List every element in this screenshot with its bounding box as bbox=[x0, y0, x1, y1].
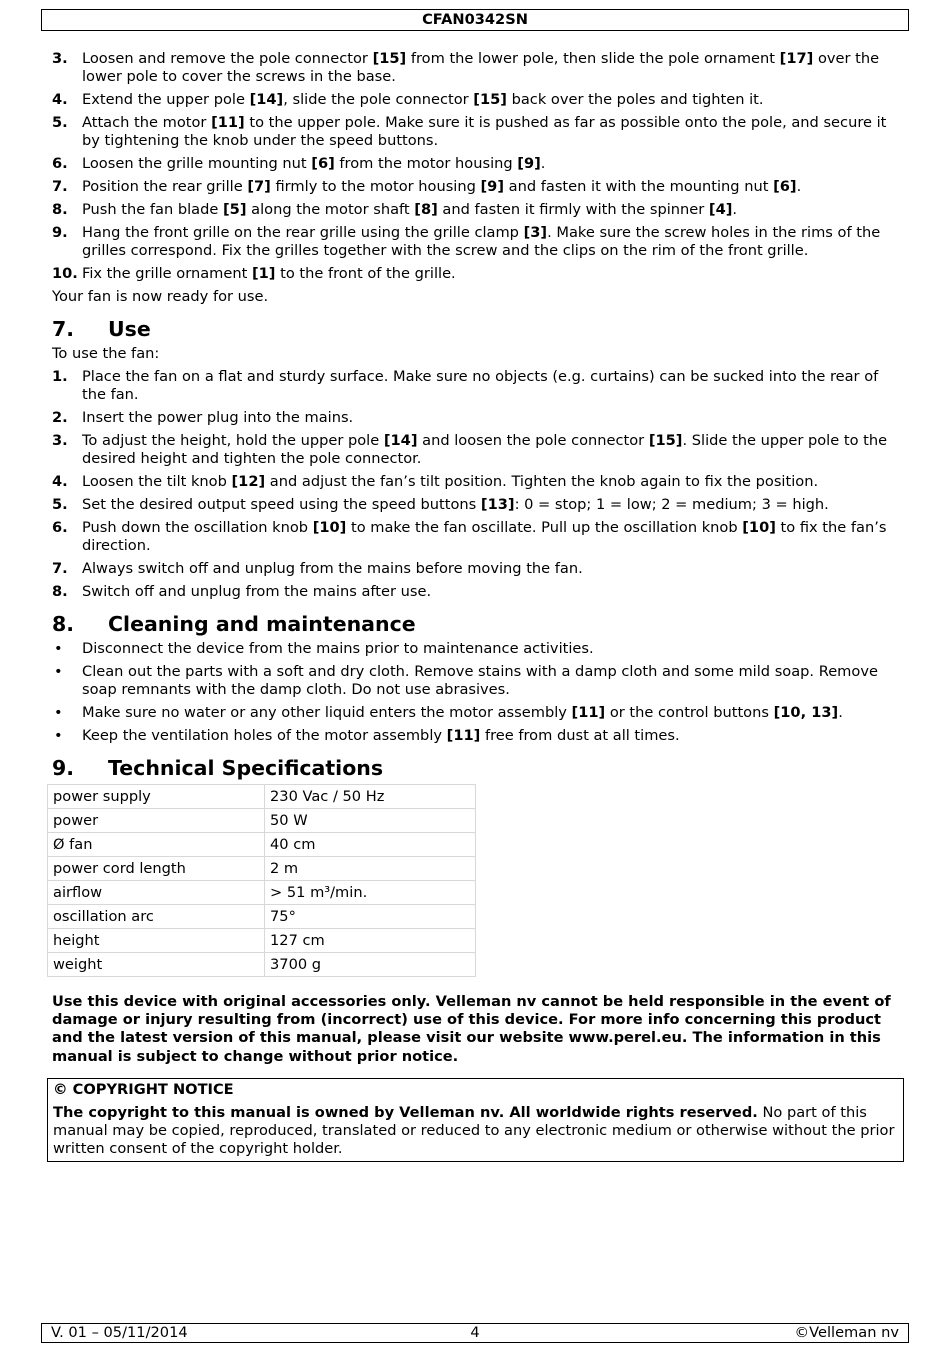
step-number: 5. bbox=[52, 114, 68, 131]
text-part: Keep the ventilation holes of the motor assembly bbox=[82, 727, 447, 744]
section-number: 9. bbox=[52, 756, 75, 780]
part-reference: [12] bbox=[231, 473, 266, 490]
step-text bbox=[82, 583, 897, 601]
page-header bbox=[41, 9, 909, 31]
text-part: Insert the power plug into the mains. bbox=[82, 409, 354, 426]
text-part: Place the fan on a flat and sturdy surface. Make sure no objects (e.g. curtains) can be sucked into the rear of the fan. bbox=[82, 368, 879, 403]
assembly-steps-list bbox=[52, 50, 897, 283]
step-number: 2. bbox=[52, 409, 68, 426]
ready-text: Your fan is now ready for use. bbox=[52, 288, 269, 305]
part-reference: [11] bbox=[211, 114, 245, 131]
step-text bbox=[82, 560, 897, 578]
list-item bbox=[52, 368, 897, 404]
specifications-table bbox=[47, 784, 476, 977]
bullet-icon: • bbox=[54, 663, 63, 680]
list-item bbox=[52, 409, 897, 427]
step-number: 6. bbox=[52, 155, 68, 172]
cleaning-bullets-list bbox=[52, 640, 897, 745]
text-part: Attach the motor bbox=[82, 114, 212, 131]
part-reference: [7] bbox=[247, 178, 271, 195]
part-reference: [17] bbox=[779, 50, 814, 67]
table-row bbox=[48, 953, 476, 977]
list-item bbox=[52, 201, 897, 219]
part-reference: [11] bbox=[571, 704, 606, 721]
step-text bbox=[82, 91, 897, 109]
step-number: 3. bbox=[52, 432, 68, 449]
text-part: to the front of the grille. bbox=[275, 265, 456, 282]
spec-label: power supply bbox=[48, 785, 265, 809]
spec-label: oscillation arc bbox=[48, 905, 265, 929]
part-reference: [13] bbox=[480, 496, 515, 513]
spec-label: weight bbox=[48, 953, 265, 977]
part-reference: [14] bbox=[383, 432, 418, 449]
use-intro: To use the fan: bbox=[52, 345, 160, 362]
step-text bbox=[82, 496, 897, 514]
table-row bbox=[48, 905, 476, 929]
step-text bbox=[82, 265, 897, 283]
text-part: over the lower pole to cover the screws in the base. bbox=[82, 50, 880, 85]
text-part: Extend the upper pole bbox=[82, 91, 250, 108]
table-row bbox=[48, 785, 476, 809]
text-part: firmly to the motor housing bbox=[270, 178, 481, 195]
part-reference: [6] bbox=[773, 178, 797, 195]
step-text bbox=[82, 224, 897, 260]
step-number: 1. bbox=[52, 368, 68, 385]
text-part: to make the fan oscillate. Pull up the oscillation knob bbox=[346, 519, 743, 536]
step-number: 9. bbox=[52, 224, 68, 241]
footer-page-number: 4 bbox=[470, 1324, 480, 1341]
list-item bbox=[52, 50, 897, 86]
list-item bbox=[52, 265, 897, 283]
part-reference: [10, 13] bbox=[773, 704, 839, 721]
part-reference: [4] bbox=[708, 201, 733, 218]
spec-label: Ø fan bbox=[48, 833, 265, 857]
spec-value: 3700 g bbox=[265, 953, 476, 977]
list-item bbox=[52, 560, 897, 578]
copyright-notice-box bbox=[47, 1078, 904, 1162]
step-number: 5. bbox=[52, 496, 68, 513]
part-reference: [1] bbox=[251, 265, 276, 282]
step-number: 10. bbox=[52, 265, 78, 282]
step-number: 3. bbox=[52, 50, 68, 67]
text-part: and fasten it with the mounting nut bbox=[504, 178, 774, 195]
copyright-text: No part of this manual may be copied, reproduced, translated or reduced to any electronic medium or otherwise without the prior written consent of the copyright holder. bbox=[53, 1103, 895, 1157]
step-number: 4. bbox=[52, 473, 68, 490]
text-part: Loosen the grille mounting nut bbox=[82, 155, 312, 172]
list-item bbox=[52, 663, 897, 699]
disclaimer: Use this device with original accessories only. Velleman nv cannot be held responsible in the event of damage or injury resulting from (incorrect) use of this device. For more info concerning this product and the latest version of this manual, please visit our website www.perel.eu. The information in this manual is subject to change without prior notice. bbox=[52, 993, 891, 1065]
section-number: 7. bbox=[52, 317, 75, 341]
text-part: and fasten it firmly with the spinner bbox=[437, 201, 709, 218]
part-reference: [6] bbox=[311, 155, 335, 172]
text-part: Loosen the tilt knob bbox=[82, 473, 232, 490]
text-part: free from dust at all times. bbox=[480, 727, 680, 744]
table-row bbox=[48, 881, 476, 905]
step-number: 7. bbox=[52, 178, 68, 195]
section-title: Technical Specifications bbox=[108, 756, 384, 780]
text-part: . bbox=[838, 704, 843, 721]
text-part: from the lower pole, then slide the pole ornament bbox=[406, 50, 780, 67]
use-steps-list bbox=[52, 368, 897, 601]
text-part: Hang the front grille on the rear grille using the grille clamp bbox=[82, 224, 524, 241]
text-part: . bbox=[732, 201, 738, 218]
bullet-icon: • bbox=[54, 704, 63, 721]
text-part: Switch off and unplug from the mains after use. bbox=[82, 583, 432, 600]
text-part: to fix the fan’s direction. bbox=[82, 519, 887, 554]
list-item bbox=[52, 727, 897, 745]
part-reference: [5] bbox=[223, 201, 247, 218]
text-part: Disconnect the device from the mains prior to maintenance activities. bbox=[82, 640, 594, 657]
text-part: . Slide the upper pole to the desired height and tighten the pole connector. bbox=[82, 432, 888, 467]
section-heading-cleaning bbox=[52, 612, 897, 636]
section-heading-specs bbox=[52, 756, 897, 780]
list-item bbox=[52, 640, 897, 658]
spec-value: 50 W bbox=[265, 809, 476, 833]
step-text bbox=[82, 201, 897, 219]
text-part: : 0 = stop; 1 = low; 2 = medium; 3 = high. bbox=[514, 496, 829, 513]
list-item bbox=[52, 583, 897, 601]
text-part: Push down the oscillation knob bbox=[82, 519, 313, 536]
step-number: 6. bbox=[52, 519, 68, 536]
part-reference: [9] bbox=[480, 178, 505, 195]
bullet-text bbox=[82, 640, 897, 658]
spec-value: 75° bbox=[265, 905, 476, 929]
part-reference: [14] bbox=[249, 91, 284, 108]
spec-label: height bbox=[48, 929, 265, 953]
copyright-bold-text: The copyright to this manual is owned by Velleman nv. All worldwide rights reserved. bbox=[53, 1103, 758, 1121]
text-part: , slide the pole connector bbox=[283, 91, 474, 108]
footer-version: V. 01 – 05/11/2014 bbox=[51, 1324, 188, 1341]
page-footer bbox=[41, 1323, 909, 1343]
step-text bbox=[82, 368, 897, 404]
text-part: Set the desired output speed using the speed buttons bbox=[82, 496, 481, 513]
section-heading-use bbox=[52, 317, 897, 341]
document-code: CFAN0342SN bbox=[422, 11, 528, 28]
text-part: . bbox=[540, 155, 546, 172]
copyright-title: © COPYRIGHT NOTICE bbox=[53, 1080, 234, 1098]
spec-value: 40 cm bbox=[265, 833, 476, 857]
list-item bbox=[52, 91, 897, 109]
text-part: along the motor shaft bbox=[246, 201, 415, 218]
bullet-text bbox=[82, 704, 897, 722]
step-number: 8. bbox=[52, 201, 68, 218]
section-number: 8. bbox=[52, 612, 75, 636]
part-reference: [11] bbox=[446, 727, 481, 744]
step-text bbox=[82, 519, 897, 555]
footer-company: ©Velleman nv bbox=[794, 1324, 899, 1341]
step-text bbox=[82, 155, 897, 173]
text-part: . Make sure the screw holes in the rims of the grilles correspond. Fix the grilles together with the screw and the clips on the rim of the front grille. bbox=[82, 224, 881, 259]
text-part: and adjust the fan’s tilt position. Tighten the knob again to fix the position. bbox=[265, 473, 819, 490]
part-reference: [10] bbox=[312, 519, 347, 536]
step-text bbox=[82, 50, 897, 86]
text-part: or the control buttons bbox=[605, 704, 774, 721]
table-row bbox=[48, 857, 476, 881]
step-text bbox=[82, 114, 897, 150]
spec-value: 2 m bbox=[265, 857, 476, 881]
text-part: and loosen the pole connector bbox=[417, 432, 649, 449]
list-item bbox=[52, 519, 897, 555]
list-item bbox=[52, 114, 897, 150]
spec-value: 230 Vac / 50 Hz bbox=[265, 785, 476, 809]
part-reference: [15] bbox=[372, 50, 407, 67]
step-text bbox=[82, 178, 897, 196]
part-reference: [8] bbox=[414, 201, 438, 218]
text-part: To adjust the height, hold the upper pole bbox=[82, 432, 384, 449]
text-part: Loosen and remove the pole connector bbox=[82, 50, 373, 67]
part-reference: [9] bbox=[517, 155, 541, 172]
text-part: Fix the grille ornament bbox=[82, 265, 252, 282]
text-part: Push the fan blade bbox=[82, 201, 223, 218]
bullet-text bbox=[82, 663, 897, 699]
copyright-body bbox=[53, 1104, 898, 1158]
step-text bbox=[82, 473, 897, 491]
step-number: 8. bbox=[52, 583, 68, 600]
part-reference: [15] bbox=[648, 432, 683, 449]
list-item bbox=[52, 496, 897, 514]
spec-label: power bbox=[48, 809, 265, 833]
step-number: 4. bbox=[52, 91, 68, 108]
step-text bbox=[82, 409, 897, 427]
text-part: Position the rear grille bbox=[82, 178, 248, 195]
step-text bbox=[82, 432, 897, 468]
text-part: . bbox=[796, 178, 802, 195]
spec-value: > 51 m³/min. bbox=[265, 881, 476, 905]
spec-label: power cord length bbox=[48, 857, 265, 881]
list-item bbox=[52, 224, 897, 260]
text-part: Clean out the parts with a soft and dry cloth. Remove stains with a damp cloth and some mild soap. Remove soap remnants with the damp cloth. Do not use abrasives. bbox=[82, 663, 878, 698]
part-reference: [10] bbox=[742, 519, 776, 536]
part-reference: [15] bbox=[473, 91, 507, 108]
list-item bbox=[52, 432, 897, 468]
list-item bbox=[52, 704, 897, 722]
table-row bbox=[48, 929, 476, 953]
list-item bbox=[52, 473, 897, 491]
text-part: back over the poles and tighten it. bbox=[506, 91, 764, 108]
bullet-text bbox=[82, 727, 897, 745]
list-item bbox=[52, 155, 897, 173]
section-title: Use bbox=[108, 317, 151, 341]
text-part: Always switch off and unplug from the mains before moving the fan. bbox=[82, 560, 583, 577]
bullet-icon: • bbox=[54, 640, 63, 657]
text-part: from the motor housing bbox=[334, 155, 518, 172]
table-row bbox=[48, 833, 476, 857]
text-part: to the upper pole. Make sure it is pushed as far as possible onto the pole, and secure it by tightening the knob under the speed buttons. bbox=[82, 114, 887, 149]
step-number: 7. bbox=[52, 560, 68, 577]
spec-label: airflow bbox=[48, 881, 265, 905]
text-part: Make sure no water or any other liquid enters the motor assembly bbox=[82, 704, 572, 721]
part-reference: [3] bbox=[523, 224, 548, 241]
list-item bbox=[52, 178, 897, 196]
table-row bbox=[48, 809, 476, 833]
bullet-icon: • bbox=[54, 727, 63, 744]
section-title: Cleaning and maintenance bbox=[108, 612, 416, 636]
page-content bbox=[52, 50, 897, 1162]
spec-value: 127 cm bbox=[265, 929, 476, 953]
